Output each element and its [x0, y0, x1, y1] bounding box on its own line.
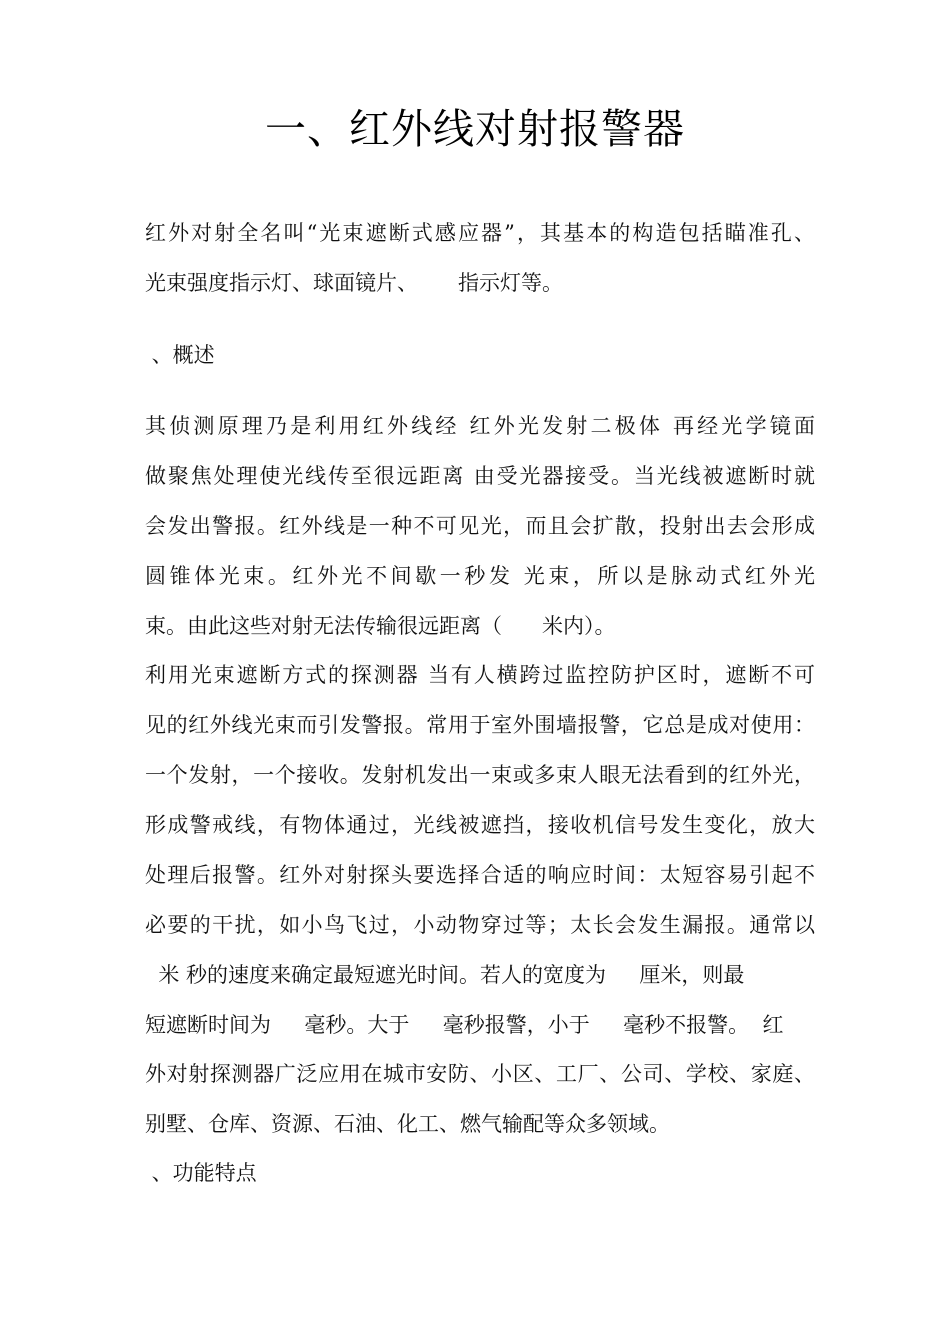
- para2-line-9: 外对射探测器广泛应用在城市安防、小区、工厂、公司、学校、家庭、: [145, 1062, 815, 1086]
- document-title: 一、红外线对射报警器: [265, 105, 685, 153]
- para1-line-2: 做聚焦处理使光线传至很远距离 由受光器接受。当光线被遮断时就: [145, 464, 815, 488]
- para2-line-3: 一个发射，一个接收。发射机发出一束或多束人眼无法看到的红外光，: [145, 763, 815, 787]
- para1-line-1: 其侦测原理乃是利用红外线经 红外光发射二极体 再经光学镜面: [145, 414, 815, 438]
- para1-line-4: 圆锥体光束。红外光不间歇一秒发 光束，所以是脉动式红外光: [145, 564, 815, 588]
- para1-line-5: 束。由此这些对射无法传输很远距离（ 米内）。: [145, 614, 616, 638]
- section-heading-features: 、功能特点: [145, 1161, 257, 1185]
- para2-line-5: 处理后报警。红外对射探头要选择合适的响应时间：太短容易引起不: [145, 863, 815, 887]
- para2-line-7: 米 秒的速度来确定最短遮光时间。若人的宽度为 厘米，则最: [145, 963, 745, 987]
- intro-line-1: 红外对射全名叫“光束遮断式感应器”，其基本的构造包括瞄准孔、: [145, 221, 815, 245]
- para2-line-10: 别墅、仓库、资源、石油、化工、燃气输配等众多领域。: [145, 1112, 670, 1136]
- para2-line-6: 必要的干扰，如小鸟飞过，小动物穿过等；太长会发生漏报。通常以: [145, 913, 815, 937]
- section-heading-overview: 、概述: [145, 343, 215, 367]
- para2-line-4: 形成警戒线，有物体通过，光线被遮挡，接收机信号发生变化，放大: [145, 813, 815, 837]
- para1-line-3: 会发出警报。红外线是一种不可见光，而且会扩散，投射出去会形成: [145, 514, 815, 538]
- intro-line-2: 光束强度指示灯、球面镜片、 指示灯等。: [145, 271, 564, 295]
- para2-line-2: 见的红外线光束而引发警报。常用于室外围墙报警，它总是成对使用：: [145, 713, 815, 737]
- para2-line-8: 短遮断时间为 毫秒。大于 毫秒报警，小于 毫秒不报警。 红: [145, 1013, 784, 1037]
- para2-line-1: 利用光束遮断方式的探测器 当有人横跨过监控防护区时，遮断不可: [145, 663, 815, 687]
